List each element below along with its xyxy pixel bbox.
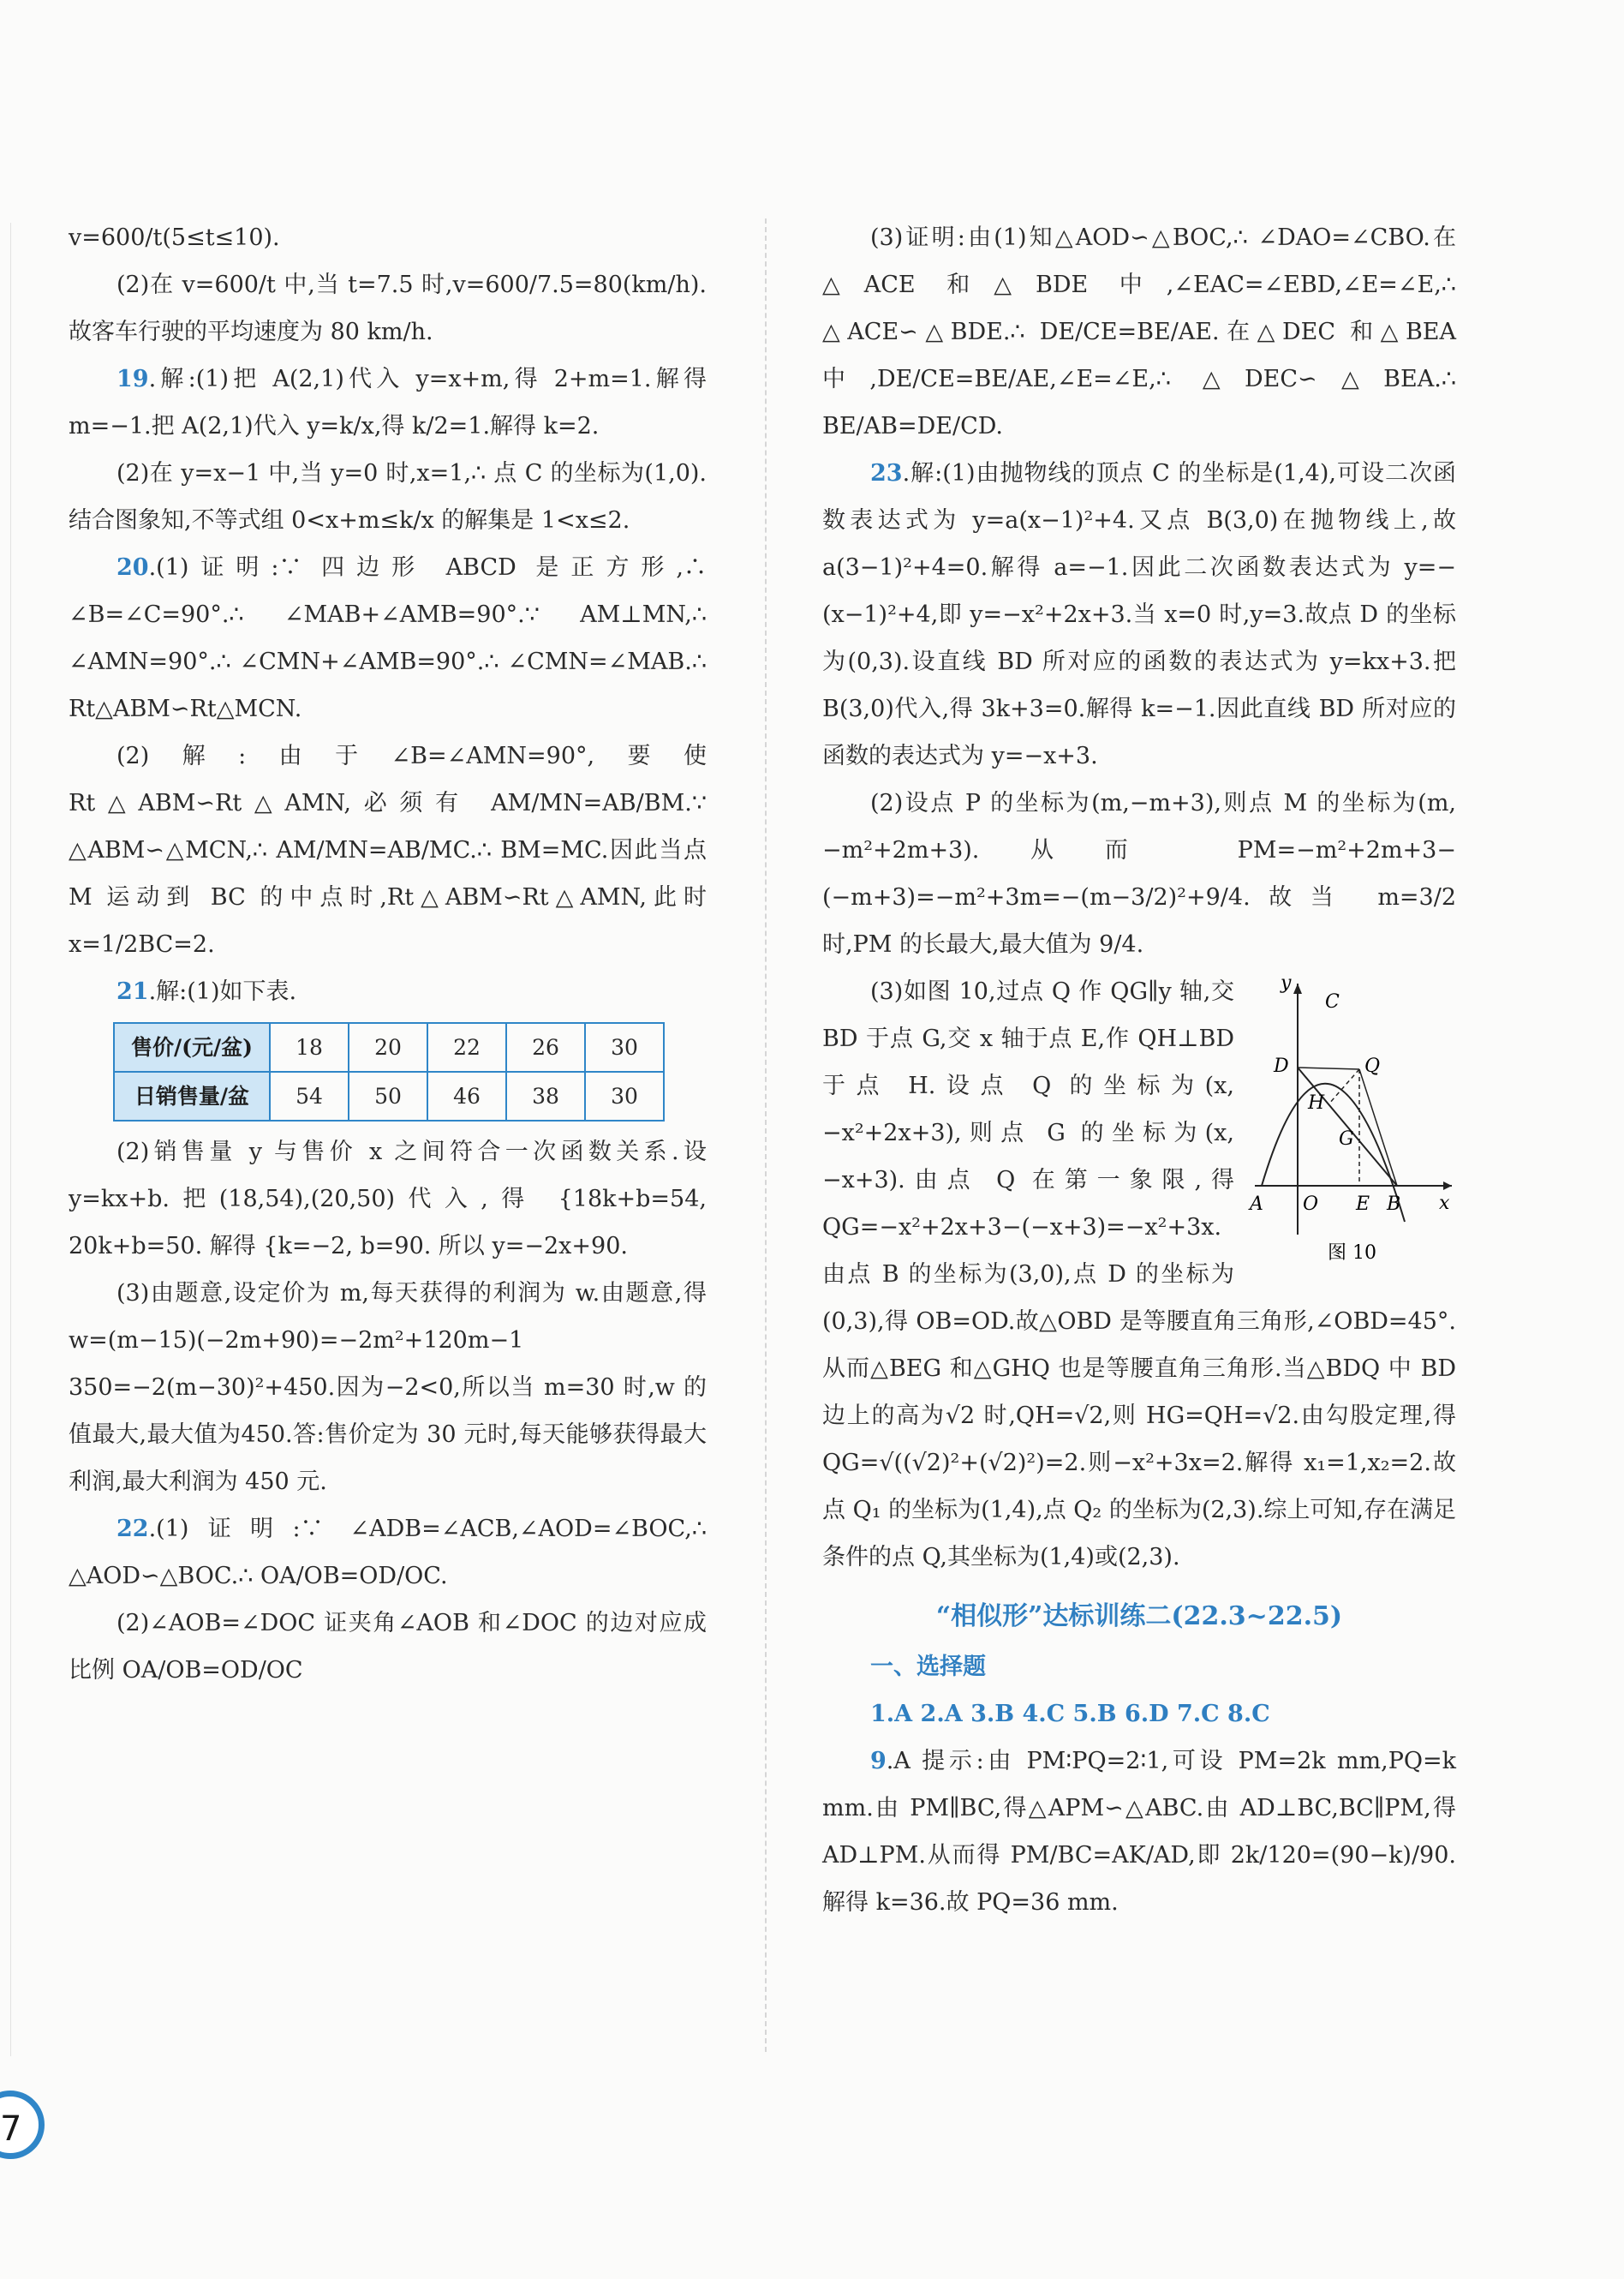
table-cell: 54 [270,1072,349,1121]
answer-23-part1 [822,450,1456,780]
table-cell: 26 [506,1023,585,1072]
answer-21-text1: .解:(1)如下表. [148,978,297,1005]
line-bd [1298,1068,1397,1186]
left-margin-line [10,223,11,2056]
label-a: A [1250,1193,1263,1215]
answer-9-text: .A 提示:由 PM∶PQ=2∶1,可设 PM=2k mm,PQ=k mm.由 PM∥BC,得△APM∽△ABC.由 AD⊥BC,BC∥PM,得 AD⊥PM.从而得 PM/BC=AK/AD,即 2k/120=(90−k)/90.解得 k=36.故 PQ=36 mm. [822,1748,1456,1916]
answer-20-text1: .(1)证明:∵ 四边形 ABCD 是正方形,∴ ∠B=∠C=90°.∴ ∠MAB+∠AMB=90°.∵ AM⊥MN,∴ ∠AMN=90°.∴ ∠CMN+∠AMB=90°.∴ ∠CMN=∠MAB.∴ Rt△ABM∽Rt△MCN. [69,554,707,722]
figure-10 [1246,973,1456,1265]
label-b: B [1387,1193,1401,1215]
answer-18-part2: (2)在 v=600/t 中,当 t=7.5 时,v=600/7.5=80(km/h).故客车行驶的平均速度为 80 km/h. [69,272,707,345]
label-y: y [1281,973,1292,994]
label-d: D [1274,1056,1289,1077]
answer-18-part1: v=600/t(5≤t≤10). [69,224,280,251]
page-number: 7 [0,2109,22,2149]
answer-21-part1 [69,968,707,1015]
column-divider [765,218,767,2052]
answer-19-part1 [69,356,707,450]
label-c: C [1325,991,1340,1013]
answer-22-part3: (3)证明:由(1)知△AOD∽△BOC,∴ ∠DAO=∠CBO.在△ACE 和△BDE 中,∠EAC=∠EBD,∠E=∠E,∴ △ACE∽△BDE.∴ DE/CE=BE/AE.在△DEC 和△BEA 中,DE/CE=BE/AE,∠E=∠E,∴ △DEC∽△BEA.∴ BE/AB=DE/CD. [822,224,1456,440]
y-axis-arrow [1293,984,1302,994]
answer-21-part2: (2)销售量 y 与售价 x 之间符合一次函数关系.设 y=kx+b.把(18,54),(20,50)代入,得 {18k+b=54, 20k+b=50. 解得 {k=−2, b=90. 所以 y=−2x+90. [69,1139,707,1259]
table-row [114,1023,664,1072]
label-h: H [1308,1092,1325,1114]
x-axis-arrow [1443,1181,1452,1190]
answer-19-part2: (2)在 y=x−1 中,当 y=0 时,x=1,∴ 点 C 的坐标为(1,0).结合图象知,不等式组 0<x+m≤k/x 的解集是 1<x≤2. [69,460,707,534]
answer-21-part3: (3)由题意,设定价为 m,每天获得的利润为 w.由题意,得 w=(m−15)(−2m+90)=−2m²+120m−1 350=−2(m−30)²+450.因为−2<0,所以当 m=30 时,w 的值最大,最大值为450.答:售价定为 30 元时,每天能够获得最大利润,最大利润为 450 元. [69,1280,707,1495]
label-o: O [1303,1193,1319,1215]
answer-9 [822,1738,1456,1926]
table-row [114,1072,664,1121]
question-number-22: 22 [116,1516,149,1542]
answer-22-text1: .(1)证明:∵ ∠ADB=∠ACB,∠AOD=∠BOC,∴ △AOD∽△BOC.∴ OA/OB=OD/OC. [69,1516,707,1589]
parabola [1262,1084,1405,1222]
label-q: Q [1364,1056,1381,1077]
question-number-23: 23 [870,460,903,487]
label-x: x [1439,1193,1450,1214]
answer-23-part2: (2)设点 P 的坐标为(m,−m+3),则点 M 的坐标为(m,−m²+2m+3).从而 PM=−m²+2m+3−(−m+3)=−m²+3m=−(m−3/2)²+9/4.故当 m=3/2 时,PM 的长最大,最大值为 9/4. [822,790,1456,958]
table-header-sales: 日销售量/盆 [114,1072,270,1121]
choice-answers: 1.A 2.A 3.B 4.C 5.B 6.D 7.C 8.C [870,1701,1270,1727]
table-cell: 30 [585,1072,664,1121]
segment-dq [1298,1068,1359,1069]
question-number-9: 9 [870,1748,887,1774]
figure-caption: 图 10 [1328,1242,1376,1264]
question-number-20: 20 [116,554,149,581]
table-header-price: 售价/(元/盆) [114,1023,270,1072]
table-cell: 22 [427,1023,506,1072]
table-cell: 20 [349,1023,427,1072]
table-cell: 18 [270,1023,349,1072]
right-column [822,214,1456,1926]
answer-23-part3: (3)如图 10,过点 Q 作 QG∥y 轴,交 BD 于点 G,交 x 轴于点 E,作 QH⊥BD 于点 H.设点 Q 的坐标为(x,−x²+2x+3),则点 G 的坐标为(x,−x+3).由点 Q 在第一象限,得 QG=−x²+2x+3−(−x+3)=−x²+3x.由点 B 的坐标为(3,0),点 D 的坐标为(0,3),得 OB=OD.故△OBD 是等腰直角三角形,∠OBD=45°.从而△BEG 和△GHQ 也是等腰直角三角形.当△BDQ 中 BD 边上的高为√2 时,QH=√2,则 HG=QH=√2.由勾股定理,得 QG=√((√2)²+(√2)²)=2.则−x²+3x=2.解得 x₁=1,x₂=2.故点 Q₁ 的坐标为(1,4),点 Q₂ 的坐标为(2,3).综上可知,存在满足条件的点 Q,其坐标为(1,4)或(2,3). [822,978,1457,1570]
segment-qb [1359,1069,1397,1186]
sales-table [113,1022,665,1122]
table-cell: 46 [427,1072,506,1121]
left-column [69,214,707,1694]
question-number-21: 21 [116,978,149,1005]
question-number-19: 19 [116,366,149,392]
label-e: E [1356,1193,1370,1215]
table-cell: 38 [506,1072,585,1121]
answer-23-text1: .解:(1)由抛物线的顶点 C 的坐标是(1,4),可设二次函数表达式为 y=a(x−1)²+4.又点 B(3,0)在抛物线上,故 a(3−1)²+4=0.解得 a=−1.因此二次函数表达式为 y=−(x−1)²+4,即 y=−x²+2x+3.当 x=0 时,y=3.故点 D 的坐标为(0,3).设直线 BD 所对应的函数的表达式为 y=kx+3.把 B(3,0)代入,得 3k+3=0.解得 k=−1.因此直线 BD 所对应的函数的表达式为 y=−x+3. [822,460,1456,769]
subsection-title: 一、选择题 [870,1654,986,1680]
answer-22-part1 [69,1505,707,1600]
answer-19-text1: .解:(1)把 A(2,1)代入 y=x+m,得 2+m=1.解得 m=−1.把 A(2,1)代入 y=k/x,得 k/2=1.解得 k=2. [69,366,707,440]
answer-20-part1 [69,544,707,733]
table-cell: 30 [585,1023,664,1072]
table-cell: 50 [349,1072,427,1121]
answer-20-part2: (2)解:由于∠B=∠AMN=90°,要使 Rt△ABM∽Rt△AMN,必须有 AM/MN=AB/BM.∵ △ABM∽△MCN,∴ AM/MN=AB/MC.∴ BM=MC.因此当点 M 运动到 BC 的中点时,Rt△ABM∽Rt△AMN,此时 x=1/2BC=2. [69,743,707,958]
answer-22-part2: (2)∠AOB=∠DOC 证夹角∠AOB 和∠DOC 的边对应成比例 OA/OB=OD/OC [69,1610,707,1684]
segment-qh [1328,1069,1359,1104]
section-title: “相似形”达标训练二(22.3~22.5) [935,1601,1343,1631]
label-g: G [1339,1128,1354,1150]
